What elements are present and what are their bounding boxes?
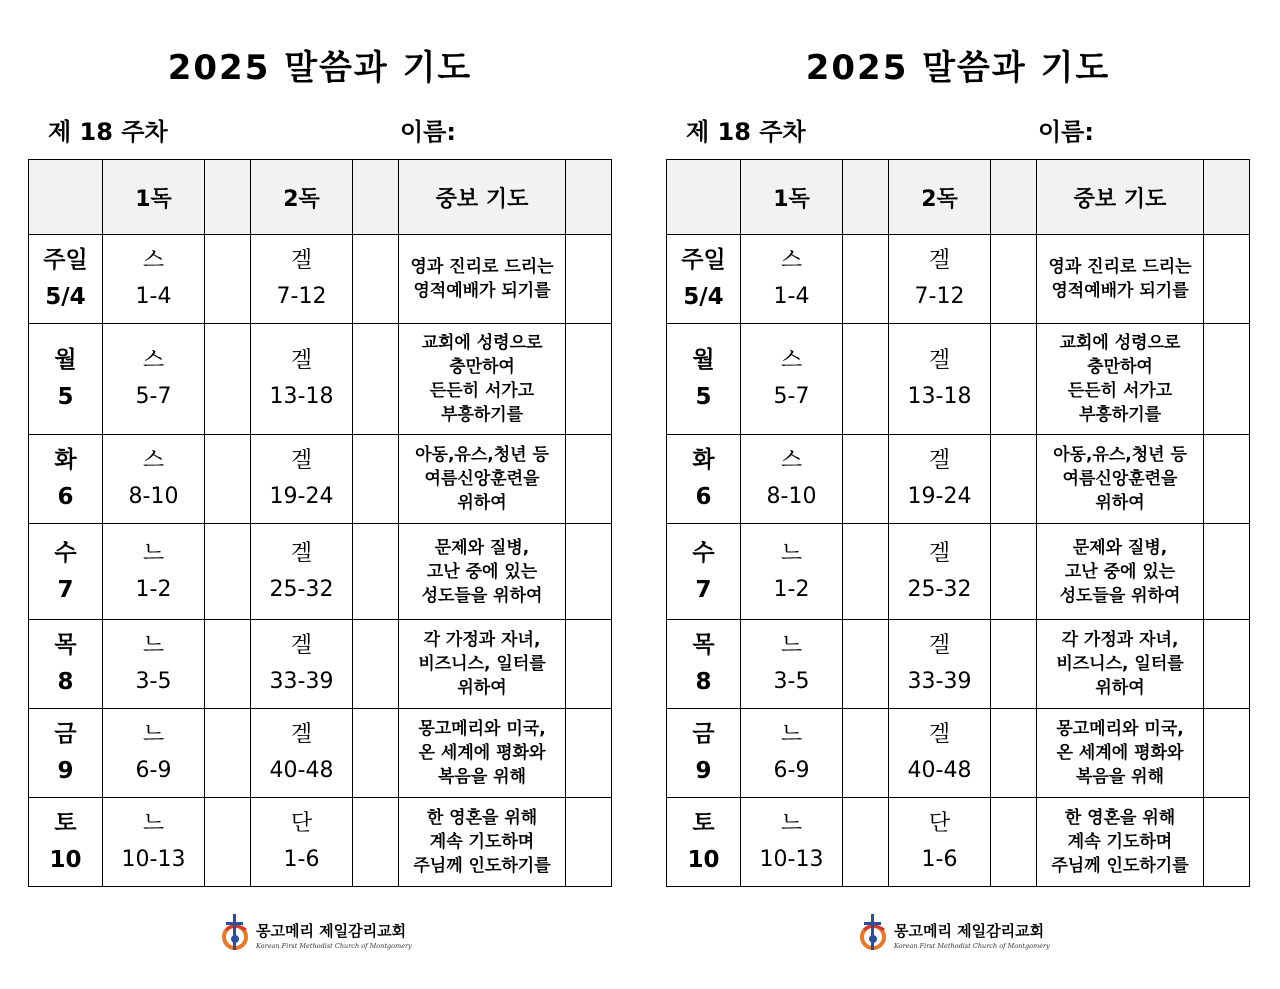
day-cell <box>667 235 741 324</box>
read1-chapters: 1-2 <box>773 576 810 602</box>
prayer-line: 비즈니스, 일터를 <box>418 654 546 674</box>
prayer-line: 각 가정과 자녀, <box>423 630 541 650</box>
read1-cell <box>741 324 843 435</box>
read2-chapters: 7-12 <box>276 284 327 309</box>
read1-chapters: 5-7 <box>135 384 172 409</box>
logo-name: 몽고메리 제일감리교회 <box>256 922 407 940</box>
read1-book: 스 <box>142 448 165 473</box>
header-prayer: 중보 기도 <box>1037 160 1204 235</box>
day-date: 8 <box>695 669 712 695</box>
header-read1: 1독 <box>103 160 205 235</box>
header-blank2 <box>991 160 1037 235</box>
blank-cell <box>566 620 612 709</box>
day-cell <box>667 798 741 887</box>
day-name: 주일 <box>43 247 88 273</box>
prayer-line: 영과 진리로 드리는 <box>1048 257 1192 277</box>
read2-book: 겔 <box>290 540 313 566</box>
blank-cell <box>353 798 399 887</box>
prayer-line: 충만하여 <box>1087 357 1153 377</box>
header-blank1 <box>205 160 251 235</box>
header-blank1 <box>843 160 889 235</box>
read2-book: 단 <box>928 811 951 836</box>
blank-cell <box>843 524 889 620</box>
table-row <box>29 620 612 709</box>
read2-chapters: 1-6 <box>283 847 320 872</box>
read1-chapters: 1-2 <box>135 576 172 602</box>
read1-cell <box>741 435 843 524</box>
day-name: 화 <box>692 447 715 473</box>
day-date: 9 <box>695 758 712 784</box>
read1-book: 느 <box>780 811 803 836</box>
day-cell <box>667 620 741 709</box>
day-date: 5/4 <box>45 284 86 310</box>
prayer-line: 여름신앙훈련을 <box>424 469 540 489</box>
read1-cell <box>103 620 205 709</box>
blank-cell <box>205 435 251 524</box>
prayer-cell <box>399 235 566 324</box>
read1-book: 느 <box>780 722 803 747</box>
day-cell <box>29 620 103 709</box>
prayer-line: 교회에 성령으로 <box>421 333 543 353</box>
prayer-line: 계속 기도하며 <box>429 832 535 852</box>
prayer-line: 영적예배가 되기를 <box>1051 281 1189 301</box>
blank-cell <box>843 235 889 324</box>
read2-cell <box>251 235 353 324</box>
sheet-title: 2025 말씀과 기도 <box>805 48 1111 88</box>
prayer-line: 몽고메리와 미국, <box>418 719 546 739</box>
day-date: 10 <box>49 847 82 873</box>
prayer-line: 비즈니스, 일터를 <box>1056 654 1184 674</box>
read1-book: 느 <box>142 722 165 747</box>
schedule-table <box>28 159 612 887</box>
day-name: 화 <box>54 447 77 473</box>
header-blank2 <box>353 160 399 235</box>
header-prayer: 중보 기도 <box>399 160 566 235</box>
prayer-line: 주님께 인도하기를 <box>1051 856 1189 876</box>
prayer-line: 복음을 위해 <box>1075 767 1165 787</box>
blank-cell <box>353 620 399 709</box>
read1-cell <box>103 235 205 324</box>
prayer-line: 각 가정과 자녀, <box>1061 630 1179 650</box>
prayer-line: 영적예배가 되기를 <box>413 281 551 301</box>
read1-cell <box>741 620 843 709</box>
prayer-line: 아동,유스,청년 등 <box>1053 445 1187 465</box>
table-row <box>29 709 612 798</box>
prayer-cell <box>399 709 566 798</box>
prayer-line: 교회에 성령으로 <box>1059 333 1181 353</box>
read1-cell <box>103 709 205 798</box>
read2-chapters: 33-39 <box>269 669 334 694</box>
blank-cell <box>1204 798 1250 887</box>
read2-chapters: 40-48 <box>269 758 334 783</box>
prayer-line: 몽고메리와 미국, <box>1056 719 1184 739</box>
day-cell <box>667 524 741 620</box>
prayer-line: 위하여 <box>457 493 507 513</box>
table-row <box>667 435 1250 524</box>
day-date: 7 <box>57 576 74 603</box>
read2-chapters: 33-39 <box>907 669 972 694</box>
read2-cell <box>251 709 353 798</box>
day-name: 월 <box>692 347 715 373</box>
day-name: 목 <box>692 632 715 658</box>
blank-cell <box>566 709 612 798</box>
logo-subtitle: Korean First Methodist Church of Montgomery <box>894 942 1050 950</box>
read2-chapters: 7-12 <box>914 284 965 309</box>
read1-chapters: 8-10 <box>128 484 179 509</box>
table-row <box>667 620 1250 709</box>
prayer-line: 성도들을 위하여 <box>1059 585 1181 606</box>
sheet-left <box>20 0 620 989</box>
read2-book: 겔 <box>290 348 313 373</box>
blank-cell <box>843 324 889 435</box>
read1-book: 스 <box>142 348 165 373</box>
read2-cell <box>251 798 353 887</box>
header-read2: 2독 <box>251 160 353 235</box>
blank-cell <box>991 798 1037 887</box>
read2-cell <box>251 324 353 435</box>
table-row <box>667 324 1250 435</box>
week-label: 제 18 주차 <box>48 118 168 146</box>
header-row <box>667 160 1250 235</box>
prayer-line: 아동,유스,청년 등 <box>415 445 549 465</box>
day-name: 월 <box>54 347 77 373</box>
table-row <box>667 709 1250 798</box>
read2-cell <box>889 709 991 798</box>
schedule-body <box>29 235 612 887</box>
read1-chapters: 10-13 <box>759 847 824 872</box>
read1-chapters: 6-9 <box>135 758 172 783</box>
blank-cell <box>1204 620 1250 709</box>
logo-subtitle: Korean First Methodist Church of Montgomery <box>256 942 412 950</box>
day-name: 수 <box>692 539 715 566</box>
prayer-line: 한 영혼을 위해 <box>1064 808 1176 828</box>
header-read1: 1독 <box>741 160 843 235</box>
read2-book: 겔 <box>290 633 313 658</box>
blank-cell <box>205 235 251 324</box>
read1-book: 스 <box>780 448 803 473</box>
blank-cell <box>843 798 889 887</box>
read1-book: 느 <box>142 811 165 836</box>
read1-chapters: 10-13 <box>121 847 186 872</box>
week-label: 제 18 주차 <box>686 118 806 146</box>
read2-chapters: 25-32 <box>907 576 972 602</box>
read2-chapters: 40-48 <box>907 758 972 783</box>
prayer-cell <box>399 524 566 620</box>
church-logo <box>858 910 1058 962</box>
prayer-line: 고난 중에 있는 <box>426 561 538 582</box>
day-cell <box>667 435 741 524</box>
read1-book: 느 <box>142 540 165 566</box>
read1-book: 느 <box>780 633 803 658</box>
read2-chapters: 1-6 <box>921 847 958 872</box>
blank-cell <box>991 524 1037 620</box>
blank-cell <box>205 620 251 709</box>
day-date: 7 <box>695 576 712 603</box>
prayer-cell <box>1037 524 1204 620</box>
read1-cell <box>741 235 843 324</box>
read1-chapters: 6-9 <box>773 758 810 783</box>
day-date: 5/4 <box>683 284 724 310</box>
read1-chapters: 1-4 <box>773 284 810 309</box>
prayer-line: 계속 기도하며 <box>1067 832 1173 852</box>
read2-book: 겔 <box>928 248 951 273</box>
read2-cell <box>889 798 991 887</box>
day-name: 금 <box>692 721 715 747</box>
prayer-cell <box>399 324 566 435</box>
blank-cell <box>843 709 889 798</box>
church-logo-icon <box>220 910 256 956</box>
header-day <box>667 160 741 235</box>
read2-book: 겔 <box>290 722 313 747</box>
prayer-cell <box>399 620 566 709</box>
read2-cell <box>251 524 353 620</box>
read2-cell <box>889 324 991 435</box>
table-row <box>667 524 1250 620</box>
blank-cell <box>843 435 889 524</box>
day-name: 주일 <box>681 247 726 273</box>
prayer-cell <box>1037 324 1204 435</box>
prayer-cell <box>1037 709 1204 798</box>
day-name: 목 <box>54 632 77 658</box>
read1-book: 느 <box>780 540 803 566</box>
read2-book: 단 <box>290 811 313 836</box>
prayer-line: 복음을 위해 <box>437 767 527 787</box>
read1-book: 스 <box>780 348 803 373</box>
blank-cell <box>1204 524 1250 620</box>
read1-chapters: 3-5 <box>135 669 172 694</box>
blank-cell <box>353 709 399 798</box>
blank-cell <box>205 709 251 798</box>
table-row <box>29 524 612 620</box>
blank-cell <box>991 709 1037 798</box>
sheet-title: 2025 말씀과 기도 <box>167 48 473 88</box>
read2-cell <box>251 620 353 709</box>
read2-cell <box>889 620 991 709</box>
blank-cell <box>353 435 399 524</box>
prayer-line: 부흥하기를 <box>440 405 524 425</box>
blank-cell <box>353 324 399 435</box>
table-row <box>29 235 612 324</box>
read1-cell <box>741 524 843 620</box>
day-cell <box>29 524 103 620</box>
blank-cell <box>566 235 612 324</box>
read1-book: 느 <box>142 633 165 658</box>
table-row <box>29 798 612 887</box>
read2-book: 겔 <box>290 448 313 473</box>
table-row <box>29 435 612 524</box>
prayer-line: 든든히 서가고 <box>429 381 535 401</box>
read2-cell <box>251 435 353 524</box>
prayer-line: 한 영혼을 위해 <box>426 808 538 828</box>
header-read2: 2독 <box>889 160 991 235</box>
blank-cell <box>353 235 399 324</box>
read2-cell <box>889 435 991 524</box>
church-logo-icon <box>858 910 894 956</box>
prayer-line: 충만하여 <box>449 357 515 377</box>
name-label: 이름: <box>400 118 456 146</box>
day-name: 토 <box>692 810 715 836</box>
read1-cell <box>103 524 205 620</box>
prayer-cell <box>1037 435 1204 524</box>
day-date: 9 <box>57 758 74 784</box>
read2-chapters: 25-32 <box>269 576 334 602</box>
read2-book: 겔 <box>928 722 951 747</box>
day-date: 6 <box>57 484 74 510</box>
read1-book: 스 <box>780 248 803 273</box>
read1-cell <box>103 324 205 435</box>
read1-chapters: 1-4 <box>135 284 172 309</box>
read1-chapters: 8-10 <box>766 484 817 509</box>
prayer-cell <box>1037 620 1204 709</box>
day-cell <box>29 324 103 435</box>
blank-cell <box>1204 709 1250 798</box>
blank-cell <box>1204 235 1250 324</box>
blank-cell <box>1204 435 1250 524</box>
day-date: 10 <box>687 847 720 873</box>
blank-cell <box>991 235 1037 324</box>
sheet-right <box>658 0 1258 989</box>
table-row <box>667 798 1250 887</box>
blank-cell <box>991 435 1037 524</box>
table-row <box>29 324 612 435</box>
blank-cell <box>991 620 1037 709</box>
logo-name: 몽고메리 제일감리교회 <box>894 922 1045 940</box>
day-name: 수 <box>54 539 77 566</box>
day-cell <box>29 709 103 798</box>
prayer-line: 문제와 질병, <box>1072 537 1168 558</box>
prayer-cell <box>1037 235 1204 324</box>
prayer-line: 주님께 인도하기를 <box>413 856 551 876</box>
prayer-line: 위하여 <box>1095 678 1145 698</box>
schedule-body <box>667 235 1250 887</box>
read2-book: 겔 <box>290 248 313 273</box>
read1-cell <box>741 709 843 798</box>
blank-cell <box>566 524 612 620</box>
blank-cell <box>205 324 251 435</box>
day-cell <box>667 709 741 798</box>
read2-chapters: 19-24 <box>907 484 972 509</box>
day-name: 금 <box>54 721 77 747</box>
church-logo <box>220 910 420 962</box>
blank-cell <box>843 620 889 709</box>
blank-cell <box>205 798 251 887</box>
prayer-line: 온 세계에 평화와 <box>418 743 546 763</box>
prayer-line: 위하여 <box>1095 493 1145 513</box>
prayer-line: 위하여 <box>457 678 507 698</box>
prayer-line: 성도들을 위하여 <box>421 585 543 606</box>
prayer-cell <box>1037 798 1204 887</box>
read1-chapters: 3-5 <box>773 669 810 694</box>
prayer-line: 영과 진리로 드리는 <box>410 257 554 277</box>
prayer-line: 고난 중에 있는 <box>1064 561 1176 582</box>
prayer-line: 여름신앙훈련을 <box>1062 469 1178 489</box>
blank-cell <box>205 524 251 620</box>
blank-cell <box>353 524 399 620</box>
day-cell <box>667 324 741 435</box>
day-cell <box>29 435 103 524</box>
read2-book: 겔 <box>928 633 951 658</box>
day-name: 토 <box>54 810 77 836</box>
read1-book: 스 <box>142 248 165 273</box>
read2-chapters: 19-24 <box>269 484 334 509</box>
day-date: 6 <box>695 484 712 510</box>
read1-cell <box>741 798 843 887</box>
read2-book: 겔 <box>928 448 951 473</box>
read1-cell <box>103 798 205 887</box>
blank-cell <box>566 324 612 435</box>
blank-cell <box>991 324 1037 435</box>
header-row <box>29 160 612 235</box>
schedule-table <box>666 159 1250 887</box>
prayer-line: 온 세계에 평화와 <box>1056 743 1184 763</box>
day-cell <box>29 798 103 887</box>
prayer-cell <box>399 798 566 887</box>
blank-cell <box>566 435 612 524</box>
day-date: 5 <box>695 384 712 410</box>
read1-chapters: 5-7 <box>773 384 810 409</box>
read2-book: 겔 <box>928 540 951 566</box>
day-cell <box>29 235 103 324</box>
prayer-line: 문제와 질병, <box>434 537 530 558</box>
blank-cell <box>1204 324 1250 435</box>
read2-book: 겔 <box>928 348 951 373</box>
day-date: 8 <box>57 669 74 695</box>
table-row <box>667 235 1250 324</box>
header-blank3 <box>1204 160 1250 235</box>
day-date: 5 <box>57 384 74 410</box>
read2-chapters: 13-18 <box>269 384 334 409</box>
blank-cell <box>566 798 612 887</box>
name-label: 이름: <box>1038 118 1094 146</box>
header-day <box>29 160 103 235</box>
read1-cell <box>103 435 205 524</box>
read2-cell <box>889 524 991 620</box>
header-blank3 <box>566 160 612 235</box>
read2-cell <box>889 235 991 324</box>
prayer-line: 든든히 서가고 <box>1067 381 1173 401</box>
prayer-line: 부흥하기를 <box>1078 405 1162 425</box>
prayer-cell <box>399 435 566 524</box>
read2-chapters: 13-18 <box>907 384 972 409</box>
